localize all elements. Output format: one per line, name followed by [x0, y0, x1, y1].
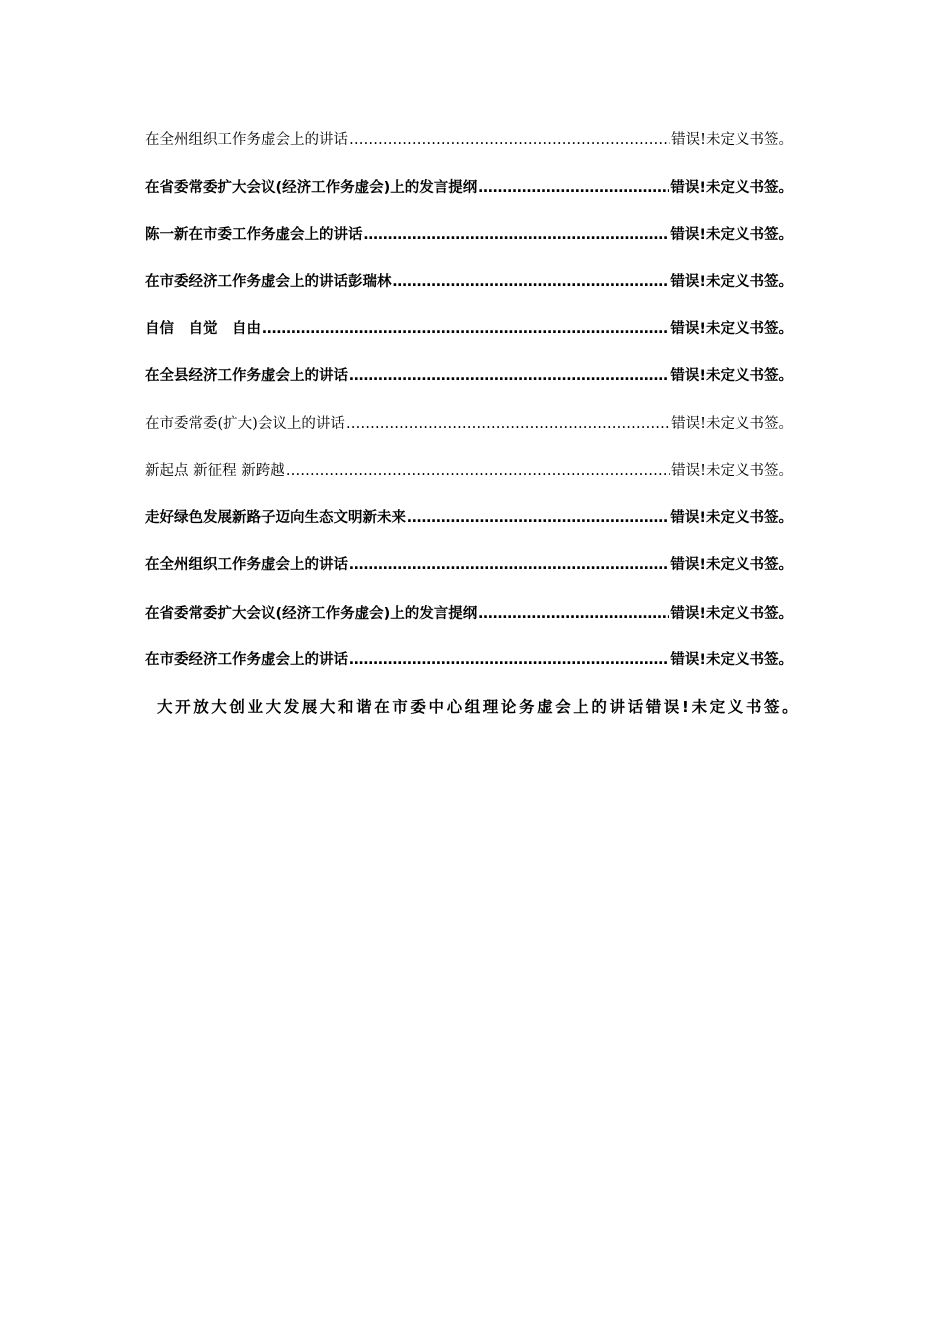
toc-dot-leader	[407, 506, 669, 530]
toc-entry-title: 在全县经济工作务虚会上的讲话	[145, 368, 348, 384]
toc-entry-title: 在全州组织工作务虚会上的讲话	[145, 557, 348, 573]
toc-entry-title: 在市委经济工作务虚会上的讲话	[145, 652, 348, 668]
toc-entry[interactable]	[145, 412, 793, 436]
toc-dot-leader	[393, 270, 670, 294]
toc-dot-leader	[346, 412, 670, 436]
toc-dot-leader	[364, 223, 670, 247]
toc-entry-last[interactable]: 大开放大创业大发展大和谐在市委中心组理论务虚会上的讲话错误!未定义书签。	[157, 698, 801, 716]
toc-dot-leader	[349, 648, 669, 672]
toc-dot-leader	[286, 459, 670, 483]
toc-entry[interactable]	[145, 648, 793, 672]
toc-entry-page-ref: 错误!未定义书签。	[670, 321, 793, 337]
toc-dot-leader	[349, 128, 670, 152]
toc-entry[interactable]	[145, 364, 793, 388]
toc-entry-page-ref: 错误!未定义书签。	[670, 652, 793, 668]
toc-entry[interactable]	[145, 270, 793, 294]
toc-entry[interactable]	[145, 602, 793, 626]
toc-entry-title: 新起点 新征程 新跨越	[145, 463, 285, 479]
toc-entry-title: 走好绿色发展新路子迈向生态文明新未来	[145, 510, 406, 526]
toc-dot-leader	[262, 317, 669, 341]
toc-entry-title: 陈一新在市委工作务虚会上的讲话	[145, 227, 363, 243]
toc-entry[interactable]	[145, 223, 793, 247]
toc-entry[interactable]	[145, 176, 793, 200]
toc-entry-page-ref: 错误!未定义书签。	[671, 132, 793, 148]
toc-dot-leader	[349, 553, 669, 577]
toc-entry-page-ref: 错误!未定义书签。	[670, 557, 793, 573]
toc-entry-page-ref: 错误!未定义书签。	[670, 510, 793, 526]
toc-entry-title: 在省委常委扩大会议(经济工作务虚会)上的发言提纲	[145, 180, 478, 196]
toc-entry-page-ref: 错误!未定义书签。	[671, 463, 793, 479]
toc-entry-page-ref: 错误!未定义书签。	[670, 227, 793, 243]
toc-entry-page-ref: 错误!未定义书签。	[670, 606, 793, 622]
toc-entry-title: 在全州组织工作务虚会上的讲话	[145, 132, 348, 148]
toc-entry-title: 在省委常委扩大会议(经济工作务虚会)上的发言提纲	[145, 606, 478, 622]
toc-entry-page-ref: 错误!未定义书签。	[670, 368, 793, 384]
toc-entry[interactable]	[145, 553, 793, 577]
toc-dot-leader	[478, 602, 669, 626]
toc-entry[interactable]	[145, 506, 793, 530]
toc-entry-title: 在市委常委(扩大)会议上的讲话	[145, 416, 345, 432]
toc-dot-leader	[349, 364, 669, 388]
toc-entry[interactable]	[145, 128, 793, 152]
toc-entry-page-ref: 错误!未定义书签。	[670, 274, 793, 290]
toc-entry-page-ref: 错误!未定义书签。	[671, 416, 793, 432]
toc-entry-page-ref: 错误!未定义书签。	[670, 180, 793, 196]
toc-entry-title: 在市委经济工作务虚会上的讲话彭瑞林	[145, 274, 392, 290]
toc-entry-title: 自信 自觉 自由	[145, 321, 261, 337]
toc-dot-leader	[478, 176, 669, 200]
toc-entry[interactable]	[145, 317, 793, 341]
toc-entry[interactable]	[145, 459, 793, 483]
